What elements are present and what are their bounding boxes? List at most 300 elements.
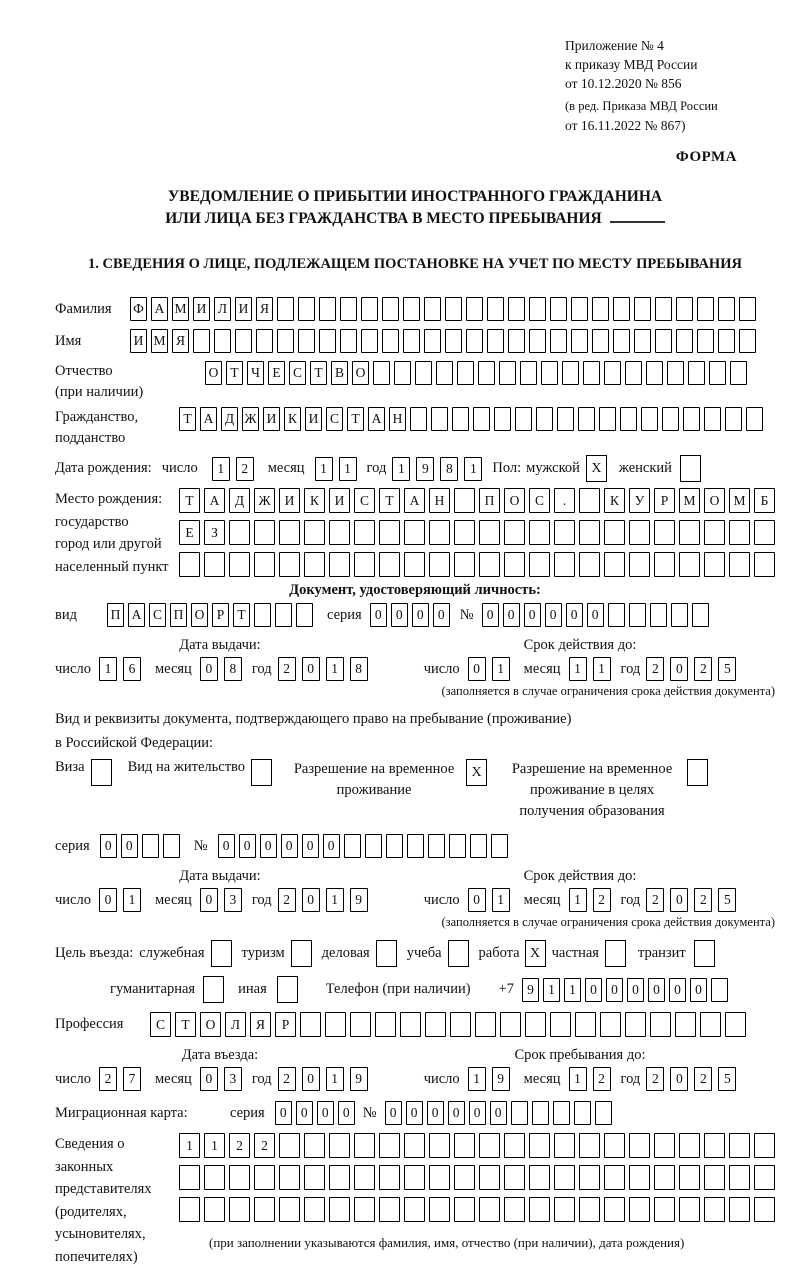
- char-cell[interactable]: [142, 834, 159, 858]
- char-cell[interactable]: [554, 520, 575, 545]
- char-cell[interactable]: 0: [482, 603, 499, 627]
- char-cell[interactable]: Т: [379, 488, 400, 513]
- char-cell[interactable]: 1: [492, 888, 510, 912]
- char-cell[interactable]: С: [354, 488, 375, 513]
- char-cell[interactable]: К: [304, 488, 325, 513]
- char-cell[interactable]: [515, 407, 532, 431]
- char-cell[interactable]: [487, 297, 504, 321]
- char-cell[interactable]: [578, 407, 595, 431]
- char-cell[interactable]: [304, 1133, 325, 1158]
- char-cell[interactable]: [671, 603, 688, 627]
- char-cell[interactable]: [329, 1197, 350, 1222]
- char-cell[interactable]: Н: [429, 488, 450, 513]
- char-cell[interactable]: [629, 1165, 650, 1190]
- char-cell[interactable]: [394, 361, 411, 385]
- char-cell[interactable]: [354, 1197, 375, 1222]
- char-cell[interactable]: [454, 488, 475, 513]
- char-cell[interactable]: [325, 1012, 346, 1037]
- char-cell[interactable]: [575, 1012, 596, 1037]
- char-cell[interactable]: [550, 297, 567, 321]
- char-cell[interactable]: [504, 1165, 525, 1190]
- char-cell[interactable]: [445, 297, 462, 321]
- char-cell[interactable]: З: [204, 520, 225, 545]
- char-cell[interactable]: [254, 603, 271, 627]
- char-cell[interactable]: 0: [99, 888, 117, 912]
- char-cell[interactable]: 2: [593, 888, 611, 912]
- char-cell[interactable]: [256, 329, 273, 353]
- char-cell[interactable]: 2: [278, 657, 296, 681]
- char-cell[interactable]: [404, 520, 425, 545]
- char-cell[interactable]: [204, 1197, 225, 1222]
- visa-checkbox[interactable]: [91, 759, 112, 786]
- char-cell[interactable]: 1: [326, 1067, 344, 1091]
- char-cell[interactable]: И: [279, 488, 300, 513]
- char-cell[interactable]: [604, 552, 625, 577]
- char-cell[interactable]: 6: [123, 657, 141, 681]
- char-cell[interactable]: [550, 1012, 571, 1037]
- char-cell[interactable]: [494, 407, 511, 431]
- residence-permit-checkbox[interactable]: [251, 759, 272, 786]
- char-cell[interactable]: [229, 1197, 250, 1222]
- char-cell[interactable]: [329, 520, 350, 545]
- char-cell[interactable]: [654, 552, 675, 577]
- char-cell[interactable]: А: [204, 488, 225, 513]
- char-cell[interactable]: [654, 1197, 675, 1222]
- char-cell[interactable]: С: [150, 1012, 171, 1037]
- char-cell[interactable]: 5: [718, 657, 736, 681]
- char-cell[interactable]: 1: [569, 888, 587, 912]
- char-cell[interactable]: [382, 329, 399, 353]
- char-cell[interactable]: 1: [339, 457, 357, 481]
- char-cell[interactable]: [354, 552, 375, 577]
- char-cell[interactable]: [179, 1165, 200, 1190]
- char-cell[interactable]: И: [235, 297, 252, 321]
- char-cell[interactable]: [373, 361, 390, 385]
- char-cell[interactable]: [404, 1133, 425, 1158]
- char-cell[interactable]: С: [326, 407, 343, 431]
- char-cell[interactable]: [554, 1197, 575, 1222]
- char-cell[interactable]: [375, 1012, 396, 1037]
- char-cell[interactable]: [466, 297, 483, 321]
- char-cell[interactable]: [654, 1165, 675, 1190]
- char-cell[interactable]: [179, 552, 200, 577]
- char-cell[interactable]: [279, 1133, 300, 1158]
- char-cell[interactable]: [629, 1133, 650, 1158]
- char-cell[interactable]: 0: [302, 888, 320, 912]
- char-cell[interactable]: И: [305, 407, 322, 431]
- char-cell[interactable]: Т: [233, 603, 250, 627]
- char-cell[interactable]: [329, 1133, 350, 1158]
- char-cell[interactable]: [229, 1165, 250, 1190]
- char-cell[interactable]: [479, 1197, 500, 1222]
- char-cell[interactable]: [604, 520, 625, 545]
- char-cell[interactable]: [429, 1165, 450, 1190]
- char-cell[interactable]: А: [151, 297, 168, 321]
- char-cell[interactable]: [473, 407, 490, 431]
- char-cell[interactable]: 9: [350, 1067, 368, 1091]
- char-cell[interactable]: [504, 552, 525, 577]
- purpose-official-checkbox[interactable]: [211, 940, 232, 967]
- char-cell[interactable]: [403, 297, 420, 321]
- purpose-private-checkbox[interactable]: [605, 940, 626, 967]
- char-cell[interactable]: [470, 834, 487, 858]
- char-cell[interactable]: П: [170, 603, 187, 627]
- char-cell[interactable]: [541, 361, 558, 385]
- char-cell[interactable]: Т: [310, 361, 327, 385]
- char-cell[interactable]: Е: [179, 520, 200, 545]
- char-cell[interactable]: [579, 552, 600, 577]
- char-cell[interactable]: [574, 1101, 591, 1125]
- char-cell[interactable]: [429, 520, 450, 545]
- char-cell[interactable]: М: [679, 488, 700, 513]
- char-cell[interactable]: [604, 1133, 625, 1158]
- char-cell[interactable]: Л: [225, 1012, 246, 1037]
- char-cell[interactable]: [571, 297, 588, 321]
- char-cell[interactable]: 2: [646, 888, 664, 912]
- char-cell[interactable]: 1: [564, 978, 581, 1002]
- char-cell[interactable]: [499, 361, 516, 385]
- char-cell[interactable]: [298, 329, 315, 353]
- char-cell[interactable]: 0: [121, 834, 138, 858]
- char-cell[interactable]: [329, 1165, 350, 1190]
- char-cell[interactable]: 0: [200, 888, 218, 912]
- char-cell[interactable]: [697, 329, 714, 353]
- char-cell[interactable]: Д: [229, 488, 250, 513]
- char-cell[interactable]: Б: [754, 488, 775, 513]
- char-cell[interactable]: [592, 297, 609, 321]
- char-cell[interactable]: Н: [389, 407, 406, 431]
- char-cell[interactable]: [365, 834, 382, 858]
- char-cell[interactable]: [604, 1165, 625, 1190]
- char-cell[interactable]: [625, 1012, 646, 1037]
- char-cell[interactable]: [650, 603, 667, 627]
- char-cell[interactable]: [304, 552, 325, 577]
- char-cell[interactable]: 0: [670, 1067, 688, 1091]
- char-cell[interactable]: [729, 1133, 750, 1158]
- char-cell[interactable]: 0: [690, 978, 707, 1002]
- char-cell[interactable]: 0: [260, 834, 277, 858]
- char-cell[interactable]: 3: [224, 888, 242, 912]
- char-cell[interactable]: [379, 520, 400, 545]
- char-cell[interactable]: Р: [212, 603, 229, 627]
- char-cell[interactable]: [683, 407, 700, 431]
- char-cell[interactable]: [479, 1165, 500, 1190]
- char-cell[interactable]: [425, 1012, 446, 1037]
- char-cell[interactable]: 1: [123, 888, 141, 912]
- char-cell[interactable]: 0: [391, 603, 408, 627]
- char-cell[interactable]: Ч: [247, 361, 264, 385]
- char-cell[interactable]: [214, 329, 231, 353]
- char-cell[interactable]: [319, 329, 336, 353]
- char-cell[interactable]: [254, 1197, 275, 1222]
- char-cell[interactable]: [729, 1165, 750, 1190]
- char-cell[interactable]: [304, 1197, 325, 1222]
- char-cell[interactable]: 1: [212, 457, 230, 481]
- char-cell[interactable]: 0: [503, 603, 520, 627]
- char-cell[interactable]: [754, 552, 775, 577]
- char-cell[interactable]: [407, 834, 424, 858]
- char-cell[interactable]: 0: [490, 1101, 507, 1125]
- char-cell[interactable]: [613, 297, 630, 321]
- char-cell[interactable]: [679, 1197, 700, 1222]
- char-cell[interactable]: 0: [385, 1101, 402, 1125]
- char-cell[interactable]: [454, 552, 475, 577]
- temp-residence-checkbox[interactable]: X: [466, 759, 487, 786]
- char-cell[interactable]: И: [329, 488, 350, 513]
- char-cell[interactable]: М: [729, 488, 750, 513]
- char-cell[interactable]: Р: [275, 1012, 296, 1037]
- char-cell[interactable]: 1: [204, 1133, 225, 1158]
- char-cell[interactable]: [500, 1012, 521, 1037]
- char-cell[interactable]: 0: [338, 1101, 355, 1125]
- char-cell[interactable]: 2: [694, 657, 712, 681]
- char-cell[interactable]: [354, 1165, 375, 1190]
- char-cell[interactable]: О: [200, 1012, 221, 1037]
- char-cell[interactable]: [554, 552, 575, 577]
- char-cell[interactable]: [504, 1197, 525, 1222]
- char-cell[interactable]: [454, 1165, 475, 1190]
- purpose-other-checkbox[interactable]: [277, 976, 298, 1003]
- char-cell[interactable]: [711, 978, 728, 1002]
- char-cell[interactable]: 0: [427, 1101, 444, 1125]
- char-cell[interactable]: 2: [646, 657, 664, 681]
- char-cell[interactable]: 0: [433, 603, 450, 627]
- char-cell[interactable]: 0: [239, 834, 256, 858]
- char-cell[interactable]: 0: [317, 1101, 334, 1125]
- char-cell[interactable]: [629, 552, 650, 577]
- char-cell[interactable]: 0: [100, 834, 117, 858]
- char-cell[interactable]: 0: [469, 1101, 486, 1125]
- char-cell[interactable]: 0: [468, 657, 486, 681]
- char-cell[interactable]: 2: [646, 1067, 664, 1091]
- char-cell[interactable]: К: [284, 407, 301, 431]
- char-cell[interactable]: 1: [468, 1067, 486, 1091]
- char-cell[interactable]: М: [151, 329, 168, 353]
- char-cell[interactable]: 8: [350, 657, 368, 681]
- char-cell[interactable]: [424, 297, 441, 321]
- char-cell[interactable]: Л: [214, 297, 231, 321]
- char-cell[interactable]: О: [205, 361, 222, 385]
- char-cell[interactable]: [613, 329, 630, 353]
- char-cell[interactable]: [571, 329, 588, 353]
- char-cell[interactable]: [676, 329, 693, 353]
- char-cell[interactable]: [350, 1012, 371, 1037]
- char-cell[interactable]: [704, 1133, 725, 1158]
- char-cell[interactable]: [403, 329, 420, 353]
- char-cell[interactable]: [361, 329, 378, 353]
- char-cell[interactable]: [400, 1012, 421, 1037]
- char-cell[interactable]: 0: [302, 834, 319, 858]
- char-cell[interactable]: [634, 297, 651, 321]
- char-cell[interactable]: [654, 520, 675, 545]
- char-cell[interactable]: Я: [250, 1012, 271, 1037]
- purpose-tourism-checkbox[interactable]: [291, 940, 312, 967]
- char-cell[interactable]: [479, 1133, 500, 1158]
- char-cell[interactable]: 2: [236, 457, 254, 481]
- char-cell[interactable]: [304, 520, 325, 545]
- temp-residence-edu-checkbox[interactable]: [687, 759, 708, 786]
- char-cell[interactable]: [354, 1133, 375, 1158]
- char-cell[interactable]: [562, 361, 579, 385]
- char-cell[interactable]: Т: [347, 407, 364, 431]
- char-cell[interactable]: [662, 407, 679, 431]
- char-cell[interactable]: [704, 552, 725, 577]
- char-cell[interactable]: 0: [669, 978, 686, 1002]
- char-cell[interactable]: [454, 520, 475, 545]
- char-cell[interactable]: [529, 1197, 550, 1222]
- char-cell[interactable]: 2: [278, 888, 296, 912]
- char-cell[interactable]: [379, 1165, 400, 1190]
- char-cell[interactable]: [445, 329, 462, 353]
- char-cell[interactable]: [504, 1133, 525, 1158]
- char-cell[interactable]: [554, 1165, 575, 1190]
- char-cell[interactable]: [450, 1012, 471, 1037]
- char-cell[interactable]: [579, 488, 600, 513]
- char-cell[interactable]: [511, 1101, 528, 1125]
- char-cell[interactable]: [361, 297, 378, 321]
- char-cell[interactable]: О: [704, 488, 725, 513]
- char-cell[interactable]: [404, 1197, 425, 1222]
- char-cell[interactable]: 1: [543, 978, 560, 1002]
- char-cell[interactable]: 9: [492, 1067, 510, 1091]
- char-cell[interactable]: [478, 361, 495, 385]
- char-cell[interactable]: [379, 1133, 400, 1158]
- char-cell[interactable]: О: [352, 361, 369, 385]
- char-cell[interactable]: Т: [179, 407, 196, 431]
- char-cell[interactable]: 0: [323, 834, 340, 858]
- char-cell[interactable]: [608, 603, 625, 627]
- char-cell[interactable]: [709, 361, 726, 385]
- char-cell[interactable]: 1: [492, 657, 510, 681]
- char-cell[interactable]: [193, 329, 210, 353]
- char-cell[interactable]: [429, 1197, 450, 1222]
- sex-female-checkbox[interactable]: [680, 455, 701, 482]
- char-cell[interactable]: И: [193, 297, 210, 321]
- char-cell[interactable]: [655, 297, 672, 321]
- char-cell[interactable]: 0: [587, 603, 604, 627]
- char-cell[interactable]: [454, 1197, 475, 1222]
- char-cell[interactable]: 0: [200, 1067, 218, 1091]
- char-cell[interactable]: 5: [718, 888, 736, 912]
- char-cell[interactable]: [487, 329, 504, 353]
- char-cell[interactable]: 1: [315, 457, 333, 481]
- char-cell[interactable]: [754, 1165, 775, 1190]
- char-cell[interactable]: [679, 1165, 700, 1190]
- char-cell[interactable]: А: [128, 603, 145, 627]
- char-cell[interactable]: [688, 361, 705, 385]
- char-cell[interactable]: [579, 1133, 600, 1158]
- char-cell[interactable]: [424, 329, 441, 353]
- char-cell[interactable]: [583, 361, 600, 385]
- char-cell[interactable]: 3: [224, 1067, 242, 1091]
- char-cell[interactable]: [452, 407, 469, 431]
- char-cell[interactable]: 0: [524, 603, 541, 627]
- char-cell[interactable]: [655, 329, 672, 353]
- char-cell[interactable]: 1: [569, 657, 587, 681]
- char-cell[interactable]: [354, 520, 375, 545]
- char-cell[interactable]: 2: [694, 888, 712, 912]
- char-cell[interactable]: [479, 520, 500, 545]
- char-cell[interactable]: 0: [406, 1101, 423, 1125]
- char-cell[interactable]: [279, 520, 300, 545]
- char-cell[interactable]: П: [479, 488, 500, 513]
- char-cell[interactable]: [300, 1012, 321, 1037]
- char-cell[interactable]: [604, 1197, 625, 1222]
- char-cell[interactable]: Т: [175, 1012, 196, 1037]
- char-cell[interactable]: П: [107, 603, 124, 627]
- char-cell[interactable]: [729, 1197, 750, 1222]
- char-cell[interactable]: [163, 834, 180, 858]
- char-cell[interactable]: Я: [256, 297, 273, 321]
- char-cell[interactable]: И: [263, 407, 280, 431]
- char-cell[interactable]: [429, 552, 450, 577]
- char-cell[interactable]: 0: [281, 834, 298, 858]
- char-cell[interactable]: [700, 1012, 721, 1037]
- char-cell[interactable]: [204, 552, 225, 577]
- char-cell[interactable]: [429, 1133, 450, 1158]
- char-cell[interactable]: [629, 603, 646, 627]
- char-cell[interactable]: У: [629, 488, 650, 513]
- char-cell[interactable]: [600, 1012, 621, 1037]
- char-cell[interactable]: [235, 329, 252, 353]
- char-cell[interactable]: [529, 297, 546, 321]
- char-cell[interactable]: [254, 520, 275, 545]
- char-cell[interactable]: [454, 1133, 475, 1158]
- char-cell[interactable]: [379, 1197, 400, 1222]
- char-cell[interactable]: [704, 1197, 725, 1222]
- char-cell[interactable]: [604, 361, 621, 385]
- char-cell[interactable]: [229, 552, 250, 577]
- char-cell[interactable]: Ж: [242, 407, 259, 431]
- char-cell[interactable]: 1: [464, 457, 482, 481]
- char-cell[interactable]: 0: [370, 603, 387, 627]
- char-cell[interactable]: [457, 361, 474, 385]
- char-cell[interactable]: 1: [326, 888, 344, 912]
- char-cell[interactable]: 0: [566, 603, 583, 627]
- char-cell[interactable]: 2: [278, 1067, 296, 1091]
- char-cell[interactable]: [592, 329, 609, 353]
- char-cell[interactable]: [431, 407, 448, 431]
- char-cell[interactable]: [634, 329, 651, 353]
- char-cell[interactable]: [725, 1012, 746, 1037]
- char-cell[interactable]: [404, 1165, 425, 1190]
- char-cell[interactable]: [754, 520, 775, 545]
- char-cell[interactable]: И: [130, 329, 147, 353]
- char-cell[interactable]: [529, 329, 546, 353]
- char-cell[interactable]: [725, 407, 742, 431]
- char-cell[interactable]: 1: [179, 1133, 200, 1158]
- char-cell[interactable]: 0: [218, 834, 235, 858]
- char-cell[interactable]: [692, 603, 709, 627]
- purpose-study-checkbox[interactable]: [448, 940, 469, 967]
- char-cell[interactable]: [204, 1165, 225, 1190]
- char-cell[interactable]: [319, 297, 336, 321]
- char-cell[interactable]: 0: [627, 978, 644, 1002]
- char-cell[interactable]: [279, 1165, 300, 1190]
- char-cell[interactable]: [304, 1165, 325, 1190]
- char-cell[interactable]: С: [529, 488, 550, 513]
- char-cell[interactable]: 5: [718, 1067, 736, 1091]
- char-cell[interactable]: [508, 329, 525, 353]
- char-cell[interactable]: [550, 329, 567, 353]
- char-cell[interactable]: [520, 361, 537, 385]
- char-cell[interactable]: Р: [654, 488, 675, 513]
- char-cell[interactable]: 1: [392, 457, 410, 481]
- char-cell[interactable]: [491, 834, 508, 858]
- char-cell[interactable]: 9: [416, 457, 434, 481]
- char-cell[interactable]: [279, 1197, 300, 1222]
- char-cell[interactable]: [279, 552, 300, 577]
